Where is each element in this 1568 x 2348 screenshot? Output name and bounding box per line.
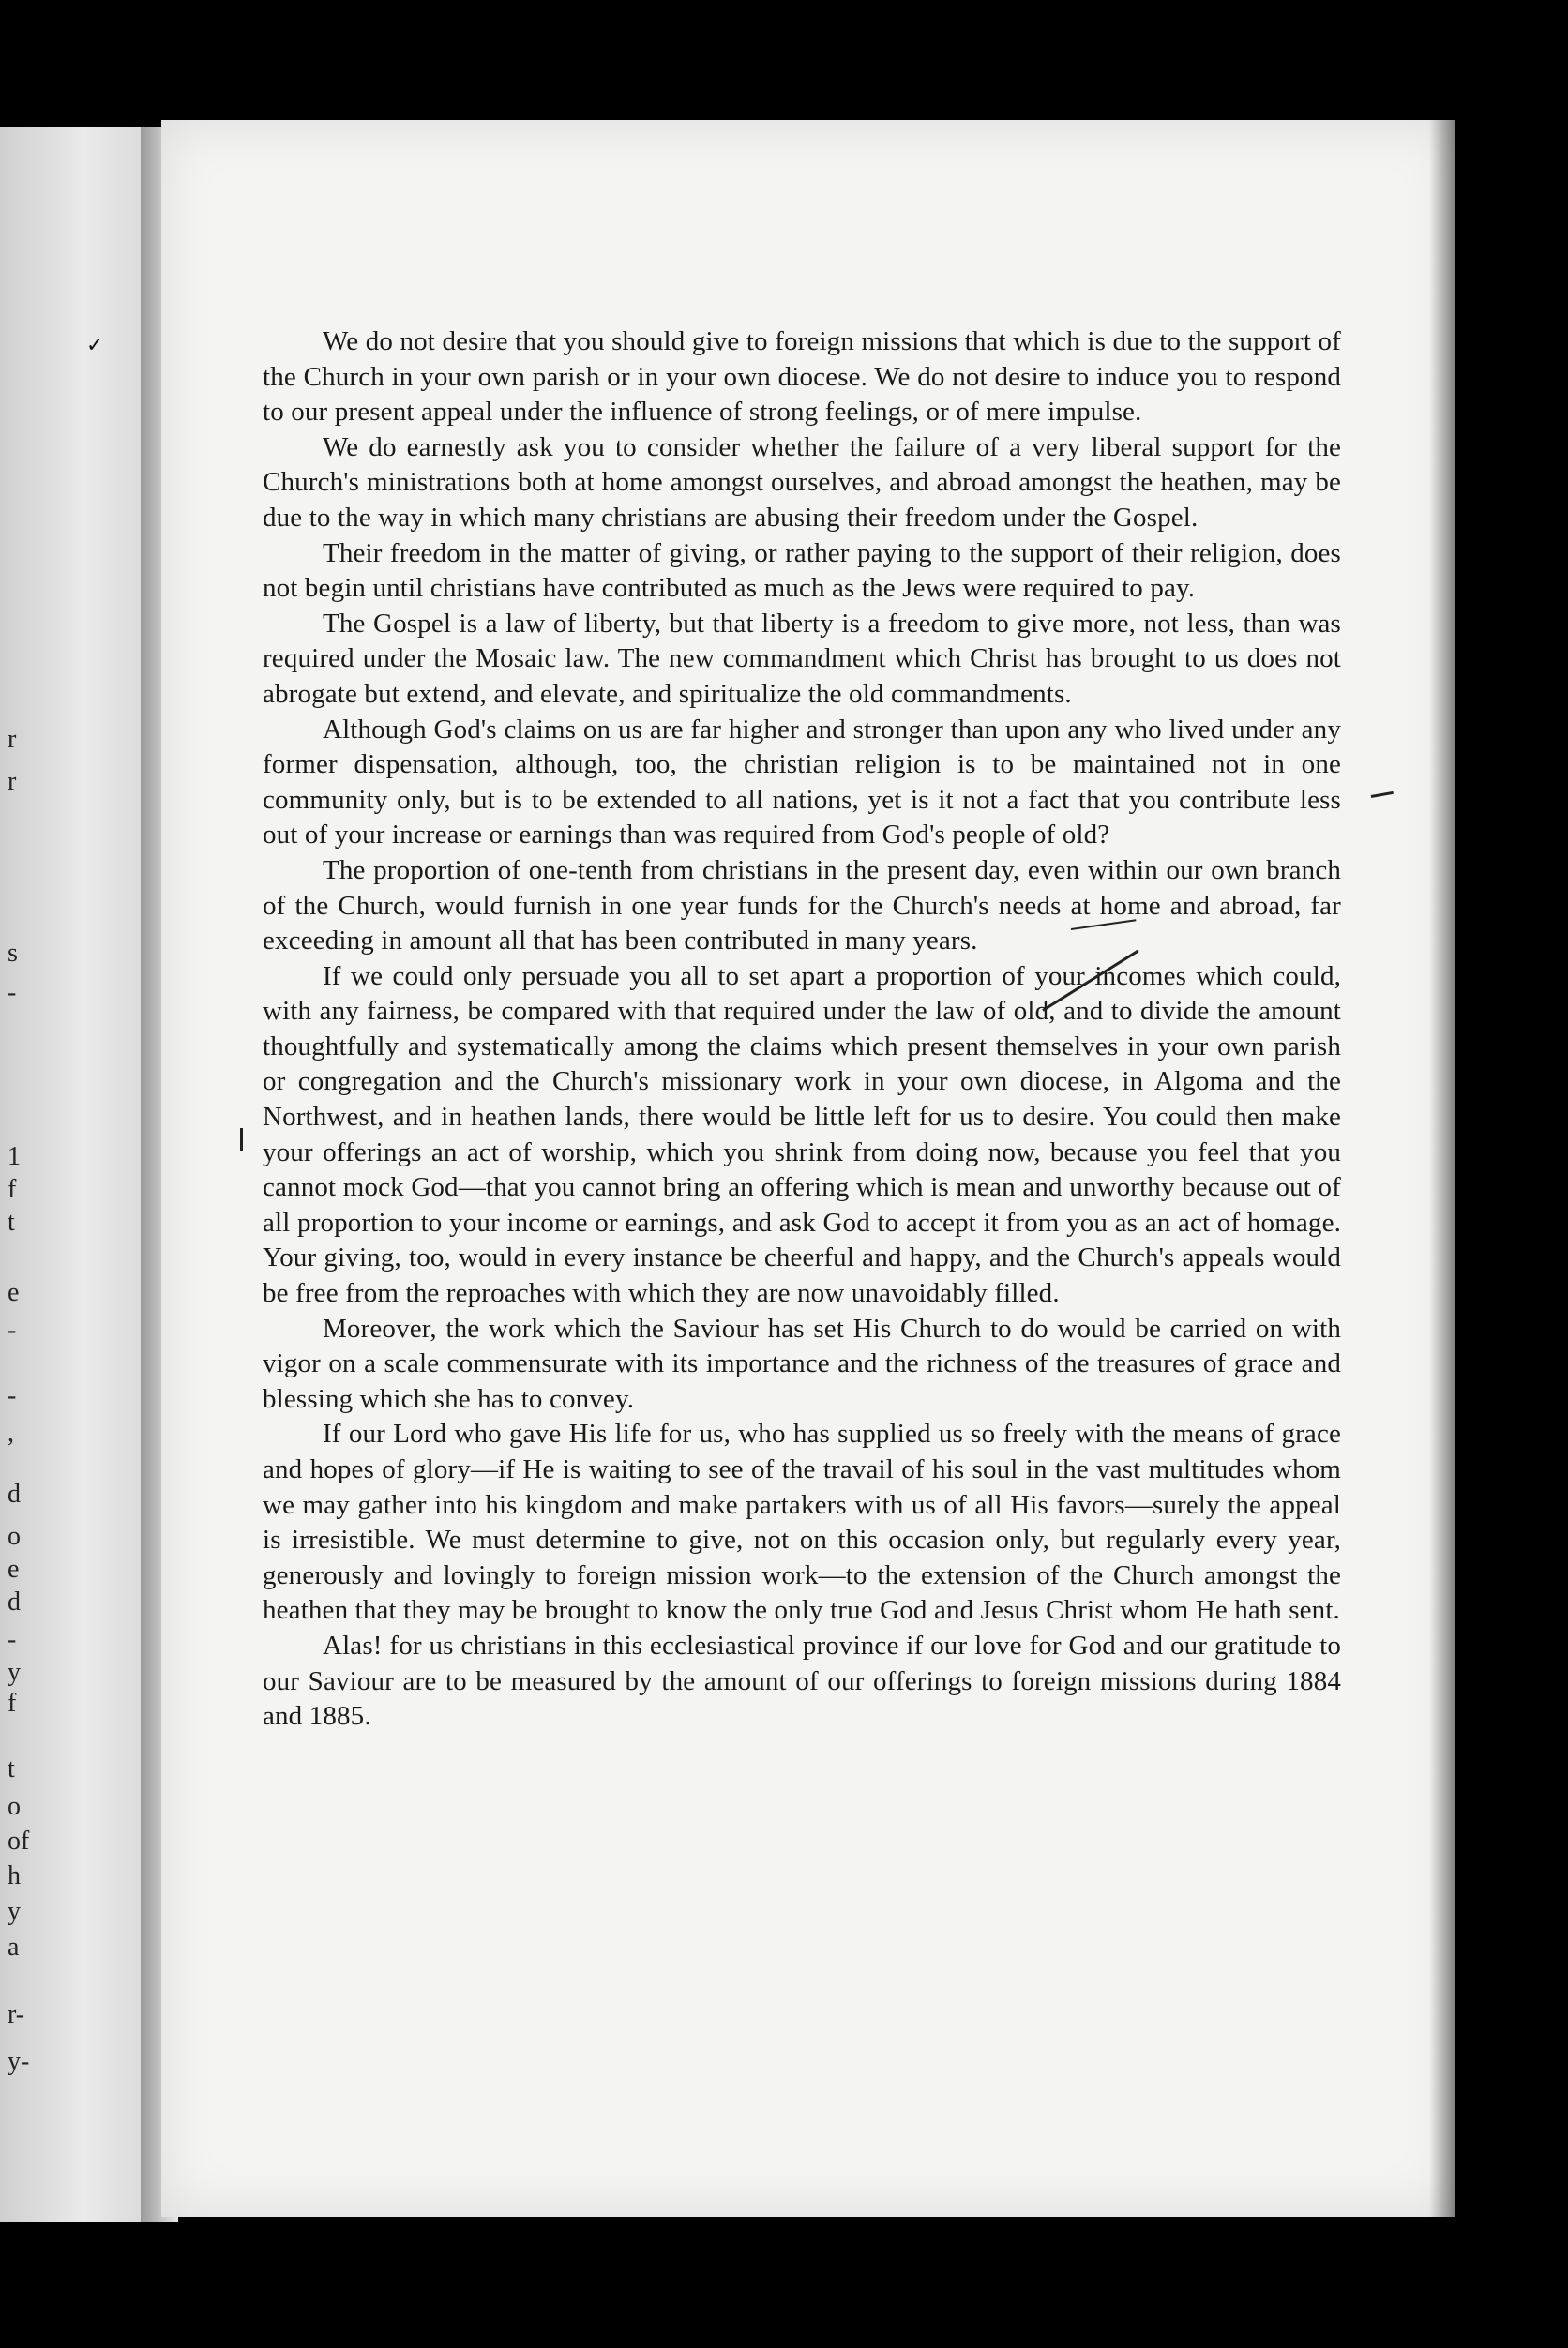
edge-char: e [8,1555,20,1584]
pencil-stroke [240,1128,243,1151]
edge-char: , [8,1419,14,1448]
edge-char: a [8,1933,20,1962]
paragraph: Alas! for us christians in this ecclesiastical province if our love for God and our gratitude to our Saviour are to be measured by the amount of our offerings to foreign missions during 1884 and 1885. [263,1630,1341,1732]
edge-char: - [8,1625,17,1654]
paragraph: Moreover, the work which the Saviour has set His Church to do would be carried on with vigor on a scale commensurate with its importance and the richness of the treasures of grace and blessing which she has to convey. [263,1313,1341,1414]
edge-char: y [8,1658,21,1687]
edge-char: 1 [8,1142,21,1171]
edge-char: t [8,1754,15,1784]
paragraph: We do not desire that you should give to foreign missions that which is due to the support of the Church in your own parish or in your own diocese. We do not desire to induce you to respond to our present appeal under the influence of strong feelings, or of mere impulse. [263,326,1341,428]
edge-char: o [8,1522,21,1551]
edge-char: t [8,1208,15,1237]
edge-char: y [8,1897,21,1926]
pencil-stroke [1371,791,1394,798]
edge-char: d [8,1480,21,1509]
edge-char: d [8,1588,21,1617]
check-mark-icon: ✓ [86,334,104,357]
edge-char: of [8,1827,30,1856]
edge-char: f [8,1175,17,1204]
paragraph: The Gospel is a law of liberty, but that liberty is a freedom to give more, not less, than was required under the Mosaic law. The new commandment which Christ has brought to us does not abrogate but extend, and elevate, and spiritualize the old commandments. [263,608,1341,709]
previous-page-edge [0,127,141,2222]
edge-char: r- [8,2000,25,2029]
body-text [263,324,1341,1735]
edge-char: r [8,725,17,754]
edge-char: - [8,1381,17,1410]
document-page [86,120,1455,2217]
paragraph: If we could only persuade you all to set apart a proportion of your incomes which could, with any fairness, be compared with that required under the law of old, and to divide the amount thoughtfully and systematically among the claims which present themselves in your own parish or congregation and the Church's missionary work in your own diocese, in Algoma and the Northwest, and in heathen lands, there would be little left for us to desire. You could then make your offerings an act of worship, which you shrink from doing now, because you feel that you cannot mock God—that you cannot bring an offering which is mean and unworthy because out of all proportion to your income or earnings, and ask God to accept it from you as an act of homage. Your giving, too, would in every instance be cheerful and happy, and the Church's appeals would be free from the reproaches with which they are now unavoidably filled. [263,960,1341,1309]
edge-char: s [8,939,18,968]
paragraph: Although God's claims on us are far higher and stronger than upon any who lived under any former dispensation, although, too, the christian religion is to be maintained not in one community only, but is to be extended to all nations, yet is it not a fact that you contribute less out of your increase or earnings than was required from God's people of old? [263,714,1341,850]
edge-char: - [8,1316,17,1345]
paragraph: Their freedom in the matter of giving, or rather paying to the support of their religion, does not begin until christians have contributed as much as the Jews were required to pay. [263,537,1341,604]
edge-char: e [8,1278,20,1307]
paragraph: If our Lord who gave His life for us, who has supplied us so freely with the means of grace and hopes of glory—if He is waiting to see of the travail of his soul in the vast multitudes whom we may gather into his kingdom and make partakers with us of all His favors—surely the appeal is irresistible. We must determine to give, not on this occasion only, but regularly every year, generously and lovingly to foreign mission work—to the extension of the Church amongst the heathen that they may be brought to know the only true God and Jesus Christ whom He hath sent. [263,1419,1341,1626]
edge-char: o [8,1792,21,1821]
paragraph: The proportion of one-tenth from christians in the present day, even within our own branch of the Church, would furnish in one year funds for the Church's needs at home and abroad, far exceeding in amount all that has been contributed in many years. [263,854,1341,956]
edge-char: - [8,978,17,1007]
edge-char: h [8,1861,21,1890]
paragraph: We do earnestly ask you to consider whether the failure of a very liberal support for the Church's ministrations both at home amongst ourselves, and abroad amongst the heathen, may be due to the way in which many christians are abusing their freedom under the Gospel. [263,431,1341,533]
edge-char: r [8,767,17,796]
edge-char: f [8,1689,17,1718]
edge-char: y- [8,2047,30,2076]
